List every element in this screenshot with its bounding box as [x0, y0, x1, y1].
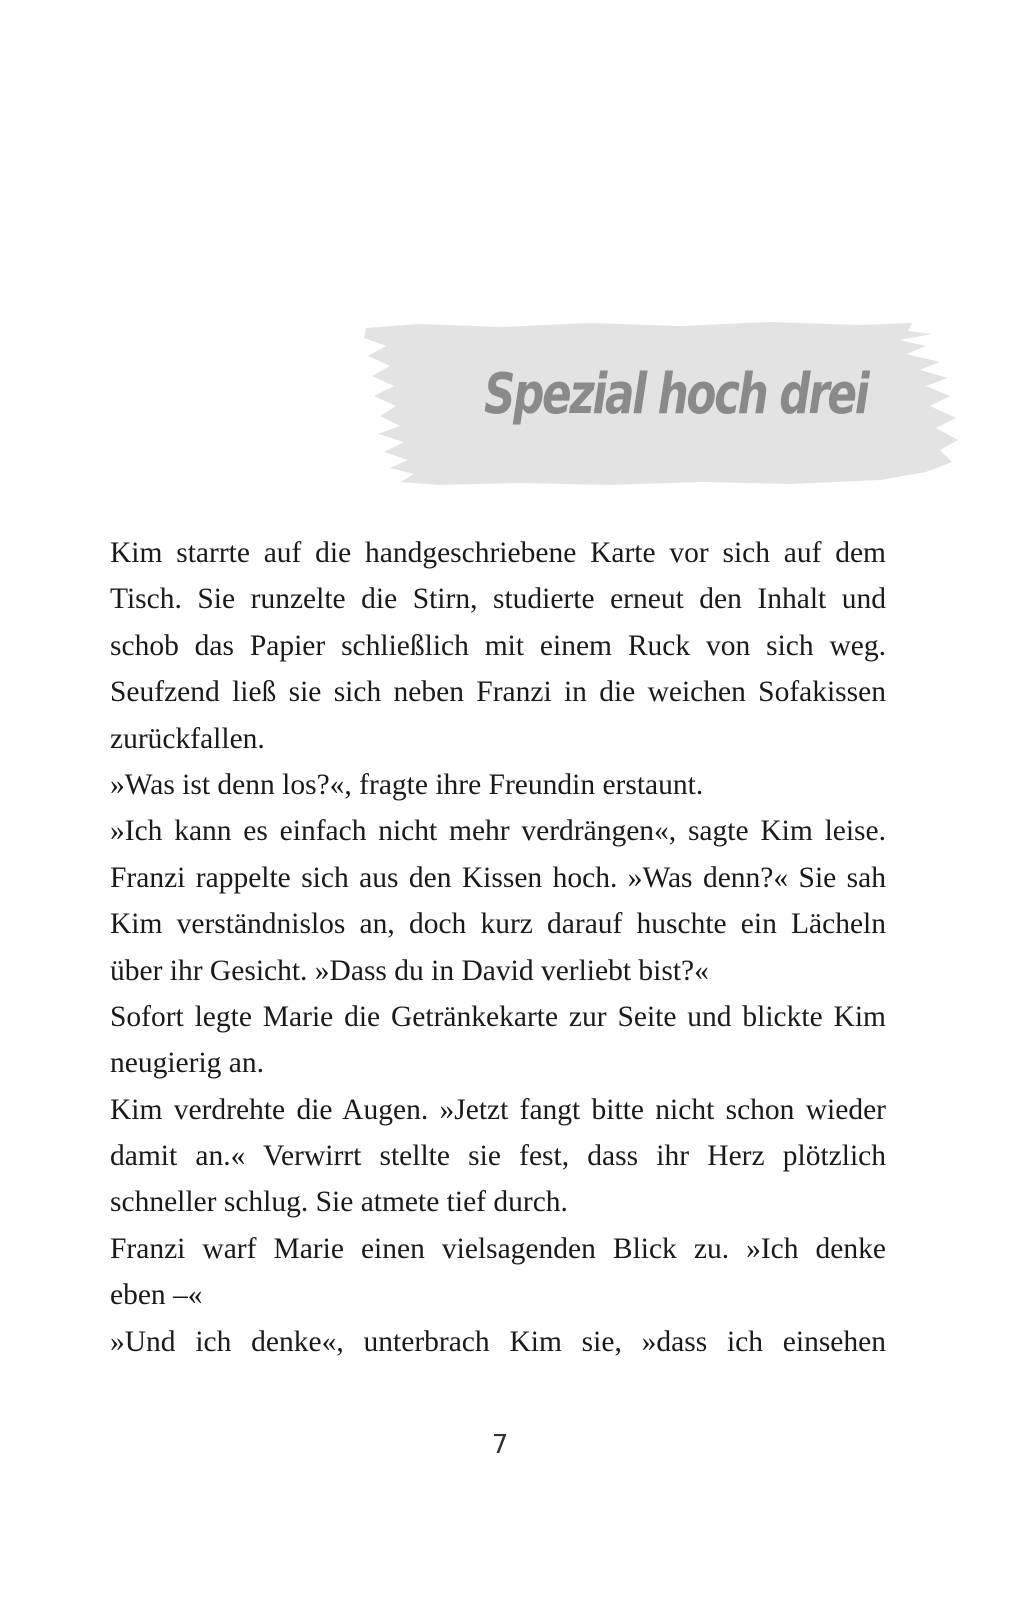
- text-line: Kim verdrehte die Augen. »Jetzt fangt bitte nicht schon wieder: [110, 1093, 886, 1126]
- text-line: über ihr Gesicht. »Dass du in David verliebt bist?«: [110, 954, 709, 987]
- text-line: schneller schlug. Sie atmete tief durch.: [110, 1186, 568, 1219]
- chapter-title: Spezial hoch drei: [484, 362, 868, 427]
- text-line: damit an.« Verwirrt stellte sie fest, dass ihr Herz plötzlich: [110, 1140, 886, 1173]
- text-line: Franzi warf Marie einen vielsagenden Blick zu. »Ich denke: [110, 1232, 886, 1265]
- text-line: neugierig an.: [110, 1047, 264, 1080]
- text-line: Franzi rappelte sich aus den Kissen hoch. »Was denn?« Sie sah: [110, 861, 886, 894]
- text-line: Kim verständnislos an, doch kurz darauf huschte ein Lächeln: [110, 908, 886, 941]
- text-line: eben –«: [110, 1279, 203, 1312]
- text-line: zurückfallen.: [110, 722, 265, 755]
- chapter-body-text: [110, 530, 886, 1365]
- text-line: »Und ich denke«, unterbrach Kim sie, »dass ich einsehen: [110, 1325, 886, 1358]
- page-number: 7: [491, 1430, 509, 1460]
- text-line: schob das Papier schließlich mit einem Ruck von sich weg.: [110, 629, 886, 662]
- text-line: Kim starrte auf die handgeschriebene Karte vor sich auf dem: [110, 537, 886, 569]
- text-line: Tisch. Sie runzelte die Stirn, studierte erneut den Inhalt und: [110, 583, 886, 616]
- text-line: »Was ist denn los?«, fragte ihre Freundin erstaunt.: [110, 768, 704, 801]
- text-line: »Ich kann es einfach nicht mehr verdrängen«, sagte Kim leise.: [110, 815, 886, 848]
- text-line: Sofort legte Marie die Getränkekarte zur Seite und blickte Kim: [110, 1000, 886, 1033]
- text-line: Seufzend ließ sie sich neben Franzi in die weichen Sofakissen: [110, 676, 886, 709]
